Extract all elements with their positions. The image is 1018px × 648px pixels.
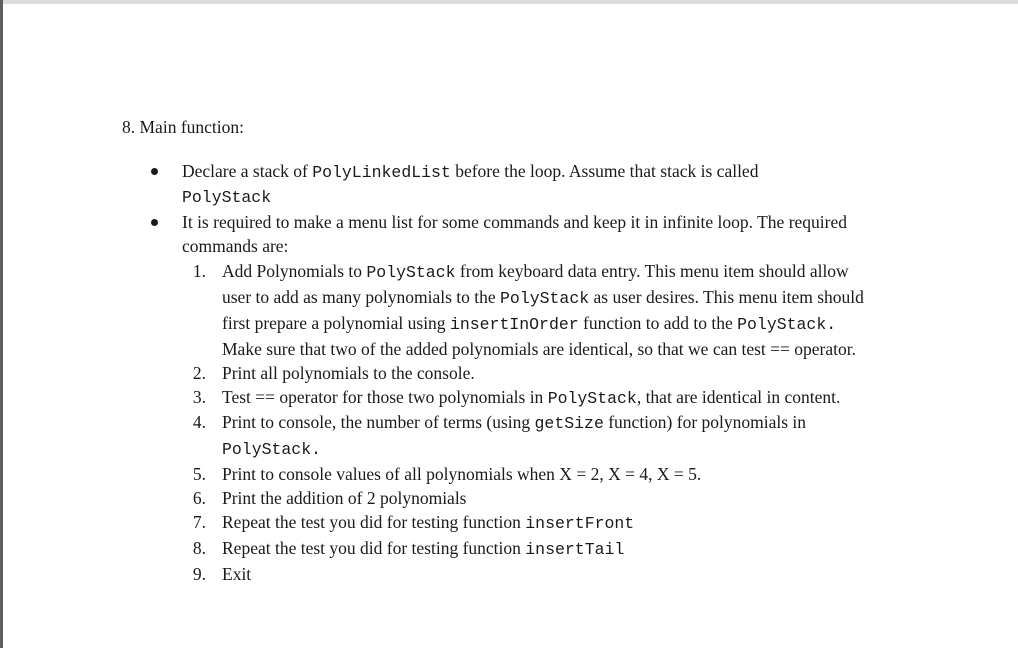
code-polylinkedlist: PolyLinkedList bbox=[312, 163, 451, 182]
item-5-number: 5. bbox=[192, 464, 206, 484]
item-4-line-2: PolyStack. bbox=[222, 440, 322, 459]
item-3-number: 3. bbox=[192, 387, 206, 407]
item-3-text: Test == operator for those two polynomials in PolyStack, that are identical in content. bbox=[222, 387, 841, 408]
bullet-1-line-2 bbox=[182, 185, 271, 209]
section-heading: 8. Main function: bbox=[122, 117, 244, 137]
item-8-number: 8. bbox=[192, 538, 206, 558]
item-2-number: 2. bbox=[192, 363, 206, 383]
item-4-line-1: Print to console, the number of terms (using getSize function) for polynomials in bbox=[222, 412, 807, 433]
item-8-text: Repeat the test you did for testing function insertTail bbox=[222, 538, 625, 559]
bullet-marker-1 bbox=[151, 168, 158, 175]
item-1-line-2: user to add as many polynomials to the PolyStack as user desires. This menu item should bbox=[222, 287, 864, 308]
item-7-text: Repeat the test you did for testing function insertFront bbox=[222, 512, 635, 533]
bullet-2-line-1: It is required to make a menu list for some commands and keep it in infinite loop. The required bbox=[182, 212, 847, 232]
item-2-text: Print all polynomials to the console. bbox=[222, 363, 475, 383]
item-1-line-4: Make sure that two of the added polynomials are identical, so that we can test == operator. bbox=[222, 339, 856, 359]
item-1-line-3: first prepare a polynomial using insertInOrder function to add to the PolyStack. bbox=[222, 313, 837, 334]
code-polystack: PolyStack bbox=[182, 188, 272, 207]
bullet-1-line-1: Declare a stack of PolyLinkedList before the loop. Assume that stack is called bbox=[182, 161, 759, 182]
item-9-number: 9. bbox=[192, 564, 206, 584]
item-9-text: Exit bbox=[222, 564, 252, 584]
bullet-marker-2 bbox=[151, 219, 158, 226]
item-6-text: Print the addition of 2 polynomials bbox=[222, 488, 467, 508]
item-4-number: 4. bbox=[192, 412, 206, 432]
item-1-line-1: Add Polynomials to PolyStack from keyboard data entry. This menu item should allow bbox=[222, 261, 849, 282]
item-1-number: 1. bbox=[192, 261, 206, 281]
item-6-number: 6. bbox=[192, 488, 206, 508]
bullet-2-line-2: commands are: bbox=[182, 236, 289, 256]
item-5-text: Print to console values of all polynomials when X = 2, X = 4, X = 5. bbox=[222, 464, 702, 484]
item-7-number: 7. bbox=[192, 512, 206, 532]
